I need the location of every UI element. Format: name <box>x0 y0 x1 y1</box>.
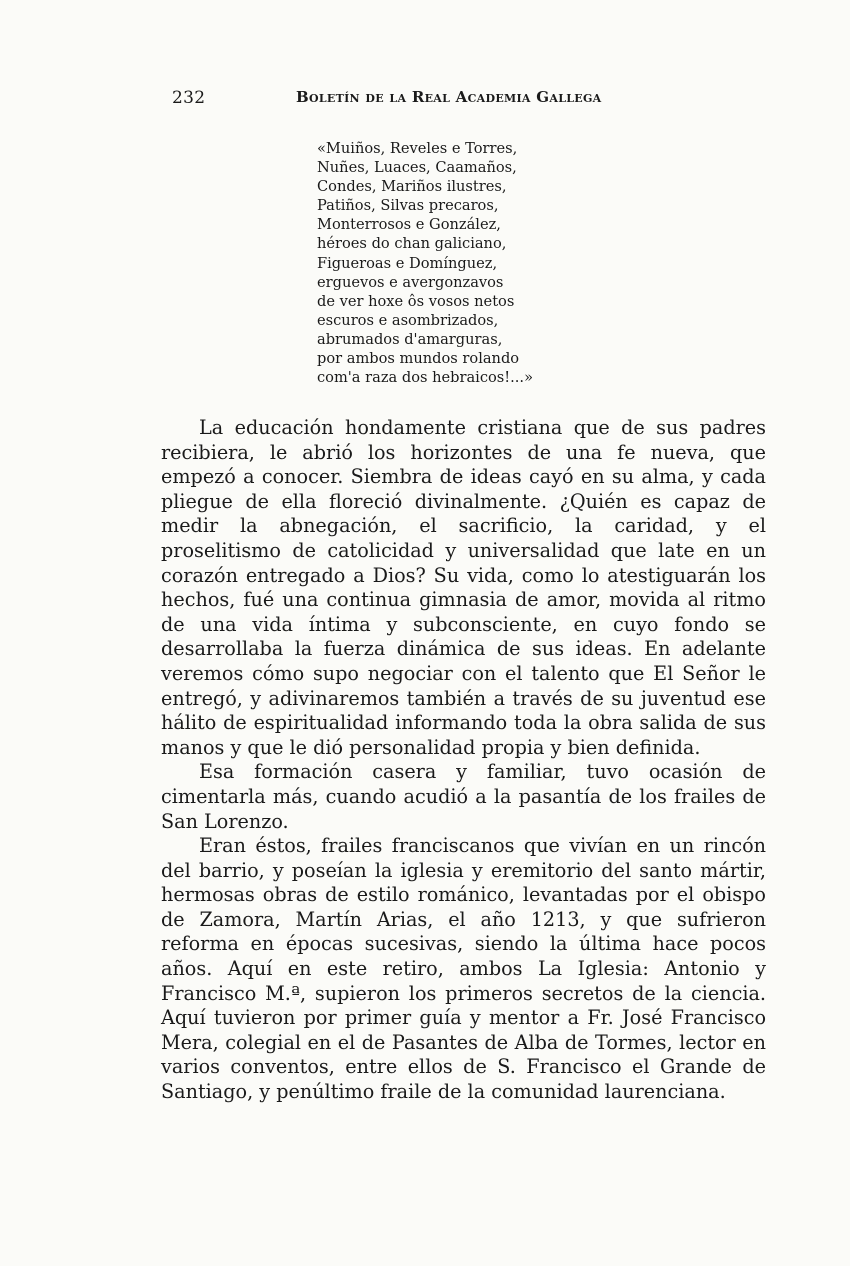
running-title: Boletín de la Real Academia Gallega <box>296 88 602 106</box>
paragraph: Eran éstos, frailes franciscanos que vivían en un rincón del barrio, y poseían la iglesia y eremitorio del santo mártir, hermosas obras de estilo románico, levantadas por el obispo de Zamora, Martín Arias, el año 1213, y que sufrieron reforma en épocas sucesivas, siendo la última hace pocos años. Aquí en este retiro, ambos La Iglesia: Antonio y Francisco M.ª, supieron los primeros secretos de la ciencia. Aquí tuvieron por primer guía y mentor a Fr. José Francisco Mera, colegial en el de Pasantes de Alba de Tormes, lector en varios conventos, entre ellos de S. Francisco el Grande de Santiago, y penúltimo fraile de la comunidad laurenciana. <box>161 834 766 1104</box>
poem-line: «Muiños, Reveles e Torres, <box>317 140 518 157</box>
poem-line: Figueroas e Domínguez, <box>317 254 498 272</box>
paragraph: La educación hondamente cristiana que de sus padres recibiera, le abrió los horizontes de una fe nueva, que empezó a conocer. Siembra de ideas cayó en su alma, y cada pliegue de ella floreció divinalmente. ¿Quién es capaz de medir la abnegación, el sacrificio, la caridad, y el proselitismo de catolicidad y universalidad que late en un corazón entregado a Dios? Su vida, como lo atestiguarán los hechos, fué una continua gimnasia de amor, movida al ritmo de una vida íntima y subconsciente, en cuyo fondo se desarrollaba la fuerza dinámica de sus ideas. En adelante veremos cómo supo negociar con el talento que El Señor le entregó, y adivinaremos también a través de su juventud ese hálito de espiritualidad informando toda la obra salida de sus manos y que le dió personalidad propia y bien definida. <box>161 416 766 759</box>
body-text <box>161 416 766 1105</box>
poem-line: Nuñes, Luaces, Caamaños, <box>317 159 517 177</box>
poem-quote <box>317 139 647 387</box>
poem-line: com'a raza dos hebraicos!...» <box>317 369 533 387</box>
poem-line: de ver hoxe ôs vosos netos <box>317 292 515 310</box>
poem-line: escuros e asombrizados, <box>317 311 499 329</box>
paragraph: Esa formación casera y familiar, tuvo ocasión de cimentarla más, cuando acudió a la pasantía de los frailes de San Lorenzo. <box>161 760 766 833</box>
poem-line: abrumados d'amarguras, <box>317 330 503 348</box>
poem-line: por ambos mundos rolando <box>317 350 520 368</box>
poem-line: Condes, Mariños ilustres, <box>317 178 507 196</box>
poem-line: Patiños, Silvas precaros, <box>317 197 499 215</box>
poem-line: erguevos e avergonzavos <box>317 273 504 291</box>
poem-line: Monterrosos e González, <box>317 216 501 234</box>
page-number: 232 <box>172 88 206 108</box>
poem-line: héroes do chan galiciano, <box>317 235 507 253</box>
